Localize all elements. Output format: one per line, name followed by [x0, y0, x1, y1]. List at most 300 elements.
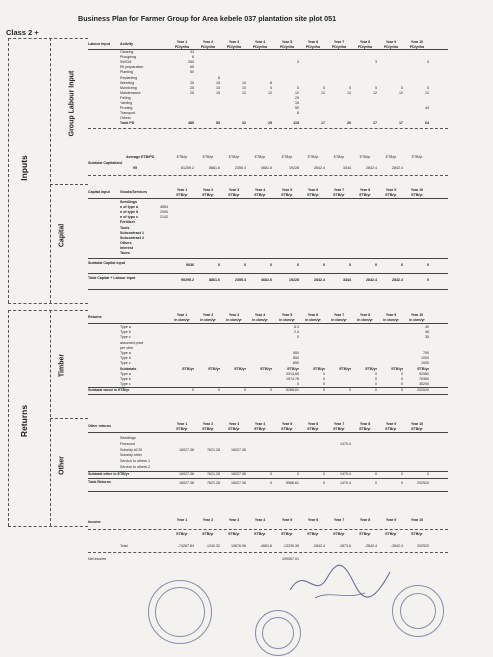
labour-cell: 53 [216, 121, 220, 126]
labour-cell: 5 [427, 85, 429, 90]
income-unit-header: ETB/yr [359, 532, 371, 536]
timber-type-label: Type c [120, 335, 131, 340]
activity-label: Pruning [120, 106, 133, 111]
total-capital-cell: 2842.4 [366, 278, 377, 282]
capital-unit-header: ETB/yr [359, 193, 371, 197]
activity-label: Monitoring [120, 85, 137, 90]
row-divider [88, 198, 448, 199]
returns-year-header: Year 8 [359, 313, 371, 317]
subtotal-wood-cell: 0 [244, 388, 246, 393]
other-unit-header: ETB/yr [176, 427, 188, 431]
returns-unit-header: in cbm/yr [383, 318, 399, 322]
income-total-cell: -2842.4 [312, 544, 325, 548]
average-etb-value: 95 [133, 166, 137, 170]
subtotal-other-cell: 0 [270, 471, 272, 476]
labour-cell: 8 [218, 75, 220, 80]
subtotal-unit: ETB/yr [417, 366, 429, 371]
activity-label: Total PD [120, 121, 135, 126]
row-divider [88, 323, 448, 324]
timber-type-label: Type a [120, 371, 131, 376]
timber-cell: 35200 [419, 382, 429, 387]
labour-subtotal-cell: 2842.4 [314, 166, 325, 170]
total-returns-label: Total Returns [88, 479, 111, 484]
labour-etb-unit: ETB/yr [176, 155, 188, 159]
timber-type-label: Type a [120, 325, 131, 329]
labour-year-header: Year 2 [202, 40, 214, 44]
net-income-label: Net income [88, 557, 107, 561]
other-year-header: Year 1 [176, 422, 188, 426]
capital-subtotal-cell: 0 [401, 263, 403, 267]
labour-unit-header: PD/yr/ha [409, 45, 425, 49]
income-total-cell: -2842.4 [364, 544, 377, 548]
returns-unit-header: in cbm/yr [226, 318, 242, 322]
labour-cell: 65 [190, 65, 194, 70]
income-unit-header: ETB/yr [254, 532, 266, 536]
activity-label: Clearing [120, 50, 134, 54]
other-year-header: Year 8 [359, 422, 371, 426]
other-return-label: Seedlings [120, 436, 136, 440]
returns-year-header: Year 10 [410, 313, 424, 317]
subtotal-wood-cell: 5288.61 [286, 388, 299, 393]
total-capital-cell: 90295.2 [181, 278, 194, 282]
divider [50, 418, 88, 419]
subtotal-unit: ETB/yr [365, 366, 377, 371]
other-unit-header: ETB/yr [359, 427, 371, 431]
inputs-label: Inputs [19, 155, 29, 181]
labour-cell: 44 [425, 106, 429, 111]
income-unit-header: ETB/yr [176, 532, 188, 536]
other-year-header: Year 7 [333, 422, 345, 426]
activity-label: SWCM [120, 60, 132, 65]
total-capital-cell: 0 [427, 278, 429, 282]
timber-type-label: Type b [120, 377, 131, 381]
subtotal-unit: ETB/yr [182, 366, 194, 371]
income-total-cell: -4681.6 [259, 544, 272, 548]
labour-cell: 25 [268, 121, 272, 126]
total-returns-cell: 0 [323, 480, 325, 485]
stamp-seal-inner [400, 593, 436, 629]
labour-cell: 25 [295, 95, 299, 100]
total-capital-label: Total Capital + Labour input [88, 276, 136, 280]
labour-cell: 32 [242, 121, 246, 126]
row-divider [88, 552, 448, 553]
timber-cell: 0 [375, 371, 377, 376]
capital-table-corner: Capital input [88, 190, 110, 194]
subtotal-unit: ETB/yr [287, 366, 299, 371]
activity-label: Maintenance [120, 90, 141, 95]
subtotal-wood-cell: 0 [192, 388, 194, 393]
income-year-header: Year 8 [359, 518, 371, 522]
returns-year-header: Year 4 [254, 313, 266, 317]
divider [8, 38, 88, 39]
labour-table-corner: Labour Input [88, 42, 110, 46]
labour-cell: 25 [190, 90, 194, 95]
labour-cell: 17 [373, 121, 377, 126]
subtotal-other-cell: 16027.36 [231, 471, 246, 476]
other-unit-header: ETB/yr [228, 427, 240, 431]
returns-unit-header: in cbm/yr [331, 318, 347, 322]
income-total-cell: -1240.32 [205, 544, 220, 548]
capital-year-header: Year 6 [307, 188, 319, 192]
total-returns-cell: 1470.4 [340, 480, 351, 485]
capital-subtotal-cell: 0 [375, 263, 377, 267]
goods-label: Seedlings [120, 200, 137, 204]
row-divider [88, 175, 448, 176]
total-returns-cell: 0 [270, 480, 272, 485]
other-return-cell: 16027.36 [231, 447, 246, 452]
timber-cell: 0 [401, 377, 403, 381]
labour-etb-unit: ETB/yr [411, 155, 423, 159]
labour-etb-unit: ETB/yr [333, 155, 345, 159]
activity-label: Transport [120, 111, 136, 116]
other-label: Other [58, 456, 66, 475]
total-returns-cell: 16027.36 [179, 480, 194, 485]
subtotal-unit: ETB/yr [391, 366, 403, 371]
returns-unit-header: in cbm/yr [200, 318, 216, 322]
labour-year-header: Year 1 [176, 40, 188, 44]
divider [8, 526, 88, 527]
subtotal-unit: ETB/yr [234, 366, 246, 371]
labour-cell: 250 [188, 60, 194, 65]
labour-etb-unit: ETB/yr [359, 155, 371, 159]
labour-cell: 8 [270, 80, 272, 85]
row-divider [88, 394, 448, 395]
labour-cell: 5 [375, 85, 377, 90]
labour-cell: 485 [188, 121, 194, 126]
labour-cell: 20 [347, 121, 351, 126]
subtotal-other-cell: 0 [427, 471, 429, 476]
labour-etb-unit: ETB/yr [307, 155, 319, 159]
page-title: Business Plan for Farmer Group for Area kebele 037 plantation site plot 051 [78, 14, 337, 23]
timber-year5-cell: 0 [297, 335, 299, 340]
timber-cell: 0 [401, 382, 403, 387]
other-return-cell: 1470.4 [340, 441, 351, 446]
income-unit-header: ETB/yr [411, 532, 423, 536]
timber-cell: 0 [323, 382, 325, 387]
subtotal-other-cell: 0 [323, 471, 325, 476]
labour-cell: 12 [347, 90, 351, 95]
average-etb-label: Average ETB/PD [126, 155, 155, 159]
labour-cell: 3 [297, 60, 299, 65]
other-unit-header: ETB/yr [411, 427, 423, 431]
timber-year5-cell: 500 [293, 351, 299, 355]
labour-unit-header: PD/yr/ha [383, 45, 399, 49]
subtotal-wood-cell: 0 [270, 388, 272, 393]
goods-label: n of type b [120, 210, 139, 215]
labour-unit-header: PD/yr/ha [331, 45, 347, 49]
labour-year-header: Year 10 [410, 40, 424, 44]
labour-cell: 17 [399, 121, 403, 126]
activity-label: Others [120, 116, 131, 121]
labour-cell: 10 [242, 80, 246, 85]
income-year-header: Year 6 [307, 518, 319, 522]
timber-label: Timber [58, 353, 66, 378]
labour-subtotal-cell: 19228 [289, 166, 299, 170]
labour-cell: 12 [242, 90, 246, 95]
timber-cell: 0 [375, 382, 377, 387]
capital-subtotal-cell: 9036 [186, 263, 194, 267]
other-year-header: Year 2 [202, 422, 214, 426]
capital-subtotal-cell: 0 [323, 263, 325, 267]
inputs-bracket [8, 38, 9, 303]
labour-cell: 15 [216, 90, 220, 95]
goods-label: Others [120, 240, 132, 245]
activity-label: Weeding [120, 80, 135, 85]
income-total-label: Total [120, 544, 128, 548]
labour-cell: 64 [425, 121, 429, 126]
labour-cell: 12 [268, 90, 272, 95]
income-unit-header: ETB/yr [385, 532, 397, 536]
labour-subtotal-cell: 8861.6 [209, 166, 220, 170]
timber-year10-cell: 40 [425, 325, 429, 329]
other-unit-header: ETB/yr [333, 427, 345, 431]
other-unit-header: ETB/yr [202, 427, 214, 431]
other-return-label: Service to others 1 [120, 459, 150, 464]
total-returns-cell: 0 [375, 480, 377, 485]
timber-cell: 0 [323, 371, 325, 376]
other-return-label: Service to others 2 [120, 465, 150, 469]
subtotal-wood-cell: 0 [349, 388, 351, 393]
other-year-header: Year 6 [307, 422, 319, 426]
timber-type-label: Type c [120, 361, 131, 366]
income-unit-header: ETB/yr [307, 532, 319, 536]
labour-unit-header: PD/yr/ha [226, 45, 242, 49]
capital-subtotal-label: Subtotal Capital input [88, 261, 126, 265]
row-divider [88, 128, 448, 129]
other-year-header: Year 10 [410, 422, 424, 426]
total-returns-cell: 7621.28 [207, 480, 220, 485]
labour-cell: 115 [293, 121, 299, 126]
goods-label: Subcontract 1 [120, 230, 144, 235]
capital-subtotal-cell: 0 [297, 263, 299, 267]
activity-label: Pit preparation [120, 65, 144, 70]
row-divider [88, 432, 448, 433]
income-label: Income [88, 520, 101, 524]
row-divider [88, 529, 448, 530]
other-year-header: Year 9 [385, 422, 397, 426]
income-unit-header: ETB/yr [333, 532, 345, 536]
subtotal-wood-cell: 202520 [417, 388, 429, 393]
labour-cell: 3 [427, 60, 429, 65]
total-returns-cell: 5988.61 [286, 480, 299, 485]
capital-unit-header: ETB/yr [385, 193, 397, 197]
subtotal-other-cell: 0 [401, 471, 403, 476]
labour-cell: 5 [297, 85, 299, 90]
other-year-header: Year 5 [281, 422, 293, 426]
goods-label: Fertilizer [120, 220, 135, 225]
signature [285, 560, 395, 605]
labour-year-header: Year 4 [254, 40, 266, 44]
net-income-value: 109067.01 [282, 557, 299, 561]
timber-year5-cell: 2.4 [294, 330, 299, 335]
labour-cell: 12 [321, 90, 325, 95]
income-year-header: Year 3 [228, 518, 240, 522]
other-return-label: Firewood [120, 441, 135, 446]
labour-year-header: Year 5 [281, 40, 293, 44]
capital-year-header: Year 8 [359, 188, 371, 192]
subtotal-unit: ETB/yr [313, 366, 325, 371]
total-capital-cell: 19228 [289, 278, 299, 282]
other-unit-header: ETB/yr [307, 427, 319, 431]
goods-label: n of type c [120, 215, 138, 220]
returns-bracket [8, 310, 9, 526]
labour-etb-unit: ETB/yr [281, 155, 293, 159]
income-year-header: Year 4 [254, 518, 266, 522]
labour-subtotal-cell: 2355.4 [235, 166, 246, 170]
activity-label: Planting [120, 70, 133, 75]
timber-year10-cell: 35 [425, 335, 429, 340]
income-total-cell: 10676.96 [231, 544, 246, 548]
other-year-header: Year 3 [228, 422, 240, 426]
labour-cell: 10 [242, 85, 246, 90]
labour-etb-unit: ETB/yr [385, 155, 397, 159]
capital-subtotal-cell: 0 [244, 263, 246, 267]
labour-subtotal-cell: 81259.2 [181, 166, 194, 170]
row-divider [88, 289, 448, 290]
income-year-header: Year 7 [333, 518, 345, 522]
returns-unit-header: in cbm/yr [357, 318, 373, 322]
capital-subtotal-cell: 0 [270, 263, 272, 267]
subtotals-label: Subtotals [120, 366, 137, 371]
labour-cell: 33 [190, 50, 194, 54]
total-capital-cell: 4681.6 [261, 278, 272, 282]
capital-subtotal-cell: 0 [349, 263, 351, 267]
timber-year5-cell: 850 [293, 361, 299, 366]
labour-cell: 15 [216, 85, 220, 90]
timber-cell: 0 [323, 377, 325, 381]
labour-cell: 5 [323, 85, 325, 90]
returns-year-header: Year 6 [307, 313, 319, 317]
timber-year10-cell: 1000 [421, 361, 429, 366]
goods-value: 2142 [160, 215, 168, 220]
timber-type-label: Type b [120, 330, 131, 335]
income-total-cell: -74267.84 [177, 544, 194, 548]
goods-label: Tools [120, 225, 130, 230]
returns-label: Returns [19, 404, 29, 438]
timber-type-label: Type c [120, 382, 131, 387]
capital-year-header: Year 5 [281, 188, 293, 192]
labour-cell: 5 [270, 85, 272, 90]
group-labour-input-label: Group Labour Input [68, 70, 76, 137]
income-year-header: Year 9 [385, 518, 397, 522]
subtotal-wood-label: Subtotal wood in ETB/yr [88, 388, 130, 393]
capital-year-header: Year 7 [333, 188, 345, 192]
goods-value: 4554 [160, 205, 168, 210]
labour-cell: 50 [295, 106, 299, 111]
capital-year-header: Year 4 [254, 188, 266, 192]
capital-subtotal-cell: 0 [218, 263, 220, 267]
labour-unit-header: PD/yr/ha [200, 45, 216, 49]
labour-unit-header: PD/yr/ha [357, 45, 373, 49]
other-returns-corner: Other returns [88, 424, 111, 428]
capital-unit-header: ETB/yr [228, 193, 240, 197]
timber-year10-cell: 46 [425, 330, 429, 335]
total-capital-cell: 2842.4 [392, 278, 403, 282]
other-unit-header: ETB/yr [254, 427, 266, 431]
income-total-cell: 202520 [417, 544, 429, 548]
row-divider [88, 273, 448, 274]
timber-cell: 0 [401, 371, 403, 376]
income-unit-header: ETB/yr [202, 532, 214, 536]
income-year-header: Year 10 [410, 518, 424, 522]
activity-label: Yarding [120, 101, 133, 105]
labour-cell: 8 [297, 111, 299, 116]
capital-year-header: Year 9 [385, 188, 397, 192]
capital-unit-header: ETB/yr [202, 193, 214, 197]
capital-label: Capital [58, 223, 66, 248]
capital-unit-header: ETB/yr [307, 193, 319, 197]
labour-year-header: Year 9 [385, 40, 397, 44]
labour-cell: 17 [321, 121, 325, 126]
labour-cell: 5 [349, 85, 351, 90]
subtotal-other-cell: 16027.36 [179, 471, 194, 476]
capital-unit-header: ETB/yr [333, 193, 345, 197]
goods-label: Taxes [120, 251, 130, 255]
row-divider [88, 258, 448, 259]
timber-cell: 92960 [419, 371, 429, 376]
subtotal-wood-cell: 0 [401, 388, 403, 393]
income-year-header: Year 5 [281, 518, 293, 522]
total-returns-cell: 0 [401, 480, 403, 485]
income-unit-header: ETB/yr [281, 532, 293, 536]
timber-year5-cell: 8.3 [294, 325, 299, 329]
other-unit-header: ETB/yr [385, 427, 397, 431]
labour-subtotal-cell: 4681.6 [261, 166, 272, 170]
total-returns-cell: 16027.36 [231, 480, 246, 485]
labour-year-header: Year 6 [307, 40, 319, 44]
goods-label: n of type a [120, 205, 138, 210]
returns-year-header: Year 9 [385, 313, 397, 317]
divider [8, 303, 88, 304]
returns-year-header: Year 2 [202, 313, 214, 317]
returns-year-header: Year 1 [176, 313, 188, 317]
returns-table-corner: Returns [88, 315, 102, 319]
row-divider [88, 478, 448, 479]
other-return-label: Subsidy ACSI [120, 447, 142, 452]
stamp-seal-inner [262, 617, 294, 649]
returns-year-header: Year 5 [281, 313, 293, 317]
row-divider [88, 49, 448, 50]
income-total-cell: -2842.4 [390, 544, 403, 548]
subtotal-unit: ETB/yr [208, 366, 220, 371]
goods-header: Goods/Services [120, 190, 148, 194]
goods-value: 2000 [160, 210, 168, 215]
timber-cell: 0 [297, 382, 299, 387]
labour-cell: 15 [295, 101, 299, 105]
row-divider [88, 491, 448, 492]
labour-subtotal-cell: 2842.4 [392, 166, 403, 170]
timber-type-label: Type a [120, 351, 131, 355]
timber-type-label: per cbm [120, 345, 133, 350]
timber-year5-cell: 850 [293, 356, 299, 361]
stamp-seal-inner [155, 587, 205, 637]
divider [50, 184, 88, 185]
returns-unit-header: in cbm/yr [279, 318, 295, 322]
capital-year-header: Year 10 [410, 188, 424, 192]
capital-unit-header: ETB/yr [281, 193, 293, 197]
labour-subtotal-label: Subtotal Capitalized [88, 161, 123, 165]
total-returns-cell: 202520 [417, 480, 429, 485]
other-unit-header: ETB/yr [281, 427, 293, 431]
other-return-label: Subsidy other [120, 453, 142, 458]
total-capital-cell: 3344 [343, 278, 351, 282]
returns-year-header: Year 7 [333, 313, 345, 317]
labour-cell: 25 [190, 85, 194, 90]
subtotal-other-cell: 7621.28 [207, 471, 220, 476]
labour-unit-header: PD/yr/ha [279, 45, 295, 49]
subtotal-other-label: Subtotal other in ETB/yr [88, 471, 130, 476]
subtotal-wood-cell: 0 [218, 388, 220, 393]
